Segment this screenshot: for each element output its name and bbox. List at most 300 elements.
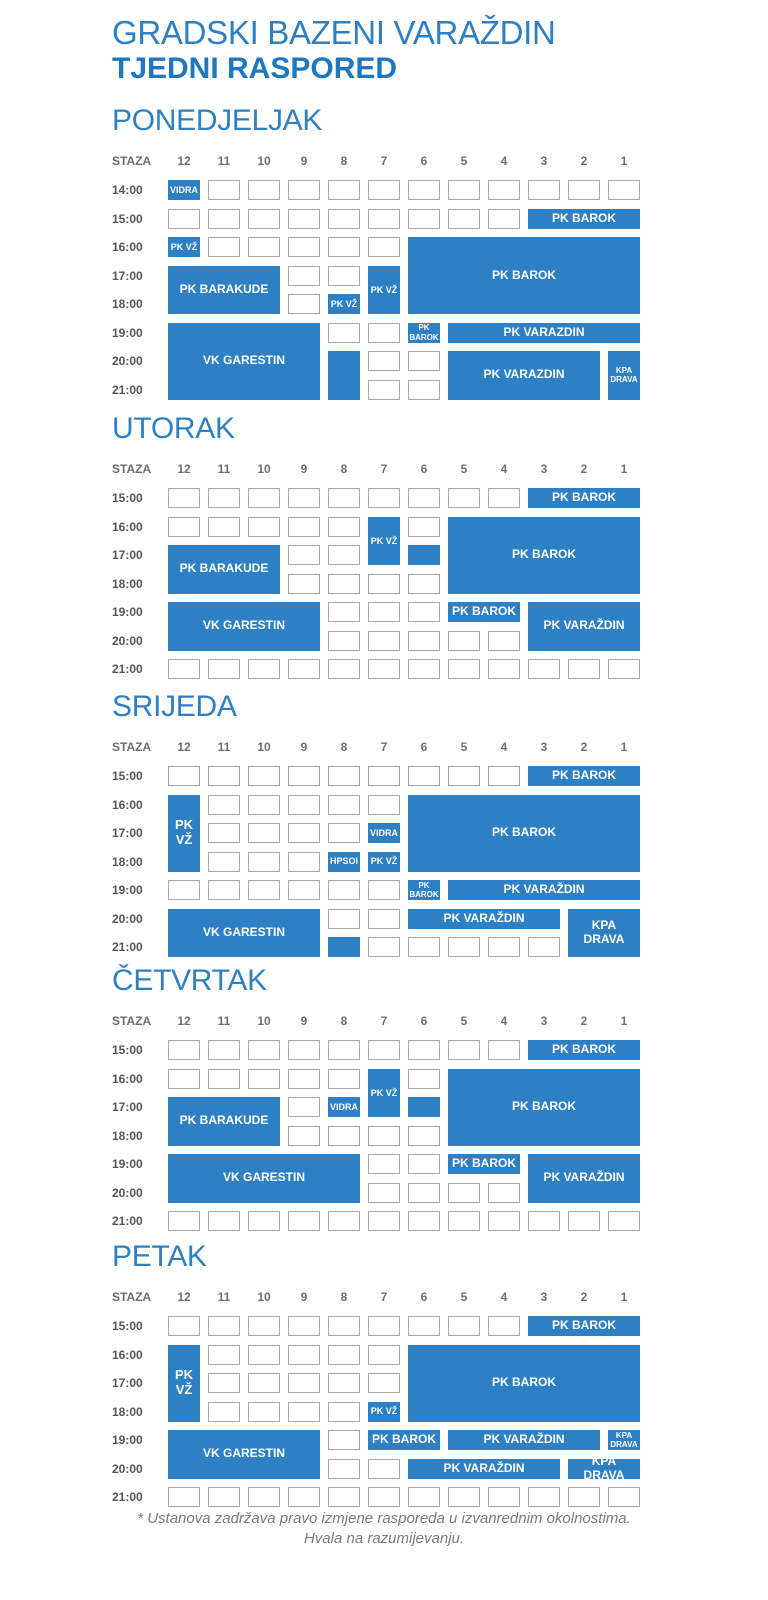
schedule-block	[408, 237, 640, 314]
empty-slot	[488, 1211, 520, 1231]
empty-slot	[208, 209, 240, 229]
empty-slot	[168, 1040, 200, 1060]
time-label: 17:00	[112, 268, 143, 283]
empty-slot	[168, 517, 200, 537]
lane-header: 12	[177, 1290, 191, 1304]
empty-slot	[248, 823, 280, 843]
empty-slot	[248, 880, 280, 900]
lane-header: 7	[380, 1014, 388, 1028]
empty-slot	[408, 937, 440, 957]
staza-label: STAZA	[112, 154, 152, 168]
block-label: PK BAROK	[551, 768, 616, 783]
empty-slot	[448, 1316, 480, 1336]
time-label: 17:00	[112, 826, 143, 840]
day-title: SRIJEDA	[112, 690, 237, 723]
lane-header: 12	[177, 1014, 191, 1028]
staza-label: STAZA	[112, 1014, 152, 1028]
block-label: PK BARAKUDE	[179, 1113, 269, 1128]
block-label: PK BAROK	[511, 1099, 576, 1114]
lane-header: 6	[420, 1290, 428, 1304]
lane-header: 5	[460, 154, 468, 168]
lane-header: 9	[300, 462, 308, 476]
schedule-block	[168, 602, 320, 651]
lane-header: 4	[500, 740, 508, 754]
schedule-block	[408, 795, 640, 872]
empty-slot	[528, 659, 560, 679]
block-label: PK BAROK	[451, 604, 516, 619]
lane-header: 11	[217, 1290, 231, 1304]
empty-slot	[368, 488, 400, 508]
empty-slot	[448, 209, 480, 229]
lane-header: 8	[340, 1290, 348, 1304]
empty-slot	[368, 1183, 400, 1203]
schedule-block	[448, 602, 520, 622]
lane-header: 12	[177, 154, 191, 168]
page-title: GRADSKI BAZENI VARAŽDIN	[112, 14, 556, 51]
empty-slot	[368, 602, 400, 622]
footer-note: * Ustanova zadržava pravo izmjene rasporeda u izvanrednim okolnostima.	[137, 1510, 631, 1527]
lane-header: 3	[540, 1014, 548, 1028]
time-label: 16:00	[112, 797, 143, 812]
time-label: 19:00	[112, 1157, 143, 1171]
empty-slot	[448, 766, 480, 786]
empty-slot	[288, 1487, 320, 1507]
schedule-block	[608, 1430, 640, 1450]
block-label: PK BAROK	[409, 323, 439, 342]
lane-header: 1	[620, 1014, 628, 1028]
lane-header: 10	[257, 462, 271, 476]
empty-slot	[408, 1211, 440, 1231]
block-label: PK VŽ	[370, 856, 398, 867]
block-label: PK BAROK	[491, 267, 556, 282]
empty-slot	[408, 488, 440, 508]
block-label: VIDRA	[330, 1101, 359, 1112]
empty-slot	[608, 180, 640, 200]
schedule-block	[368, 517, 400, 566]
empty-slot	[328, 1373, 360, 1393]
empty-slot	[448, 1487, 480, 1507]
empty-slot	[248, 1040, 280, 1060]
empty-slot	[368, 1373, 400, 1393]
schedule-block	[328, 351, 360, 400]
staza-label: STAZA	[112, 740, 152, 754]
time-label: 21:00	[112, 1490, 143, 1504]
schedule-block	[408, 880, 440, 900]
block-label: HPSOI	[330, 856, 359, 867]
empty-slot	[248, 766, 280, 786]
empty-slot	[208, 1373, 240, 1393]
block-label: KPA DRAVA	[610, 1430, 638, 1449]
empty-slot	[368, 880, 400, 900]
schedule-block	[568, 1453, 640, 1482]
lane-header: 6	[420, 154, 428, 168]
empty-slot	[248, 795, 280, 815]
schedule-block	[448, 517, 640, 594]
block-label: PK BAROK	[551, 490, 616, 505]
schedule-block	[168, 1097, 280, 1146]
lane-header: 11	[217, 740, 231, 754]
schedule-block	[168, 180, 200, 200]
empty-slot	[208, 1316, 240, 1336]
empty-slot	[328, 574, 360, 594]
schedule-block	[528, 766, 640, 786]
day-title: ČETVRTAK	[112, 964, 267, 997]
time-label: 21:00	[112, 662, 143, 676]
schedule-block	[528, 209, 640, 229]
empty-slot	[328, 1069, 360, 1089]
block-label: KPA DRAVA	[583, 917, 625, 946]
block-label: PK VARAŽDIN	[443, 1460, 525, 1475]
schedule-block	[608, 351, 640, 400]
time-label: 20:00	[112, 1461, 143, 1476]
schedule-block	[408, 909, 560, 929]
empty-slot	[408, 517, 440, 537]
empty-slot	[408, 1183, 440, 1203]
empty-slot	[208, 795, 240, 815]
lane-header: 8	[340, 462, 348, 476]
empty-slot	[208, 517, 240, 537]
lane-header: 4	[500, 1290, 508, 1304]
empty-slot	[408, 1154, 440, 1174]
empty-slot	[288, 1069, 320, 1089]
block-label: PK BAROK	[371, 1432, 436, 1447]
empty-slot	[328, 1487, 360, 1507]
empty-slot	[568, 1211, 600, 1231]
schedule-block	[448, 1430, 600, 1450]
empty-slot	[288, 1316, 320, 1336]
empty-slot	[488, 659, 520, 679]
schedule-block	[448, 1154, 520, 1174]
empty-slot	[328, 1040, 360, 1060]
block-label: PK BARAKUDE	[179, 281, 269, 296]
empty-slot	[208, 1345, 240, 1365]
time-label: 19:00	[112, 883, 143, 897]
schedule-block	[368, 266, 400, 315]
empty-slot	[408, 631, 440, 651]
lane-header: 6	[420, 1014, 428, 1028]
empty-slot	[448, 488, 480, 508]
empty-slot	[488, 937, 520, 957]
empty-slot	[328, 237, 360, 257]
empty-slot	[208, 766, 240, 786]
schedule-block	[328, 937, 360, 957]
empty-slot	[608, 1487, 640, 1507]
empty-slot	[448, 1040, 480, 1060]
empty-slot	[488, 488, 520, 508]
lane-header: 8	[340, 1014, 348, 1028]
empty-slot	[248, 1316, 280, 1336]
lane-header: 5	[460, 1290, 468, 1304]
schedule-block	[568, 909, 640, 958]
empty-slot	[288, 795, 320, 815]
block-label: VK GARESTIN	[222, 1170, 305, 1185]
block-label: VIDRA	[370, 827, 399, 838]
lane-header: 10	[257, 1290, 271, 1304]
lane-header: 11	[217, 154, 231, 168]
empty-slot	[368, 1211, 400, 1231]
schedule-block	[528, 1040, 640, 1060]
block-label: VK GARESTIN	[202, 353, 285, 368]
empty-slot	[288, 823, 320, 843]
schedule-block	[528, 1154, 640, 1203]
block-label: PK BARAKUDE	[179, 561, 269, 576]
day-title: UTORAK	[112, 412, 235, 445]
empty-slot	[408, 380, 440, 400]
page-subtitle: TJEDNI RASPORED	[112, 52, 398, 85]
empty-slot	[248, 180, 280, 200]
lane-header: 2	[580, 1290, 588, 1304]
block-label: VIDRA	[170, 184, 199, 195]
empty-slot	[408, 1040, 440, 1060]
empty-slot	[208, 1211, 240, 1231]
empty-slot	[248, 659, 280, 679]
empty-slot	[288, 766, 320, 786]
empty-slot	[208, 488, 240, 508]
empty-slot	[488, 631, 520, 651]
empty-slot	[368, 909, 400, 929]
empty-slot	[248, 488, 280, 508]
schedule-block	[328, 294, 360, 314]
block-label: PK VŽ	[174, 1367, 194, 1397]
empty-slot	[328, 323, 360, 343]
empty-slot	[288, 1345, 320, 1365]
time-label: 17:00	[112, 1376, 143, 1390]
empty-slot	[168, 488, 200, 508]
empty-slot	[328, 631, 360, 651]
schedule-block	[528, 488, 640, 508]
empty-slot	[288, 1373, 320, 1393]
empty-slot	[208, 1069, 240, 1089]
empty-slot	[288, 517, 320, 537]
lane-header: 9	[300, 740, 308, 754]
schedule-block	[168, 1154, 360, 1203]
time-label: 16:00	[112, 1347, 143, 1362]
empty-slot	[368, 631, 400, 651]
empty-slot	[168, 880, 200, 900]
time-label: 21:00	[112, 940, 143, 954]
empty-slot	[568, 659, 600, 679]
time-label: 19:00	[112, 1433, 143, 1447]
time-label: 19:00	[112, 325, 143, 340]
schedule-block	[448, 351, 600, 400]
block-label: PK VŽ	[370, 284, 398, 295]
empty-slot	[368, 380, 400, 400]
empty-slot	[408, 659, 440, 679]
lane-header: 9	[300, 154, 308, 168]
empty-slot	[288, 1040, 320, 1060]
schedule-block	[528, 602, 640, 651]
time-label: 16:00	[112, 240, 143, 254]
schedule-block	[448, 1069, 640, 1146]
time-label: 18:00	[112, 1128, 143, 1143]
empty-slot	[368, 351, 400, 371]
staza-label: STAZA	[112, 1290, 152, 1304]
block-label: PK BAROK	[491, 825, 556, 840]
empty-slot	[368, 574, 400, 594]
empty-slot	[248, 1402, 280, 1422]
empty-slot	[168, 1487, 200, 1507]
empty-slot	[208, 1040, 240, 1060]
empty-slot	[368, 1487, 400, 1507]
empty-slot	[328, 1402, 360, 1422]
empty-slot	[448, 1183, 480, 1203]
time-label: 20:00	[112, 911, 143, 926]
lane-header: 5	[460, 462, 468, 476]
empty-slot	[328, 1126, 360, 1146]
time-label: 20:00	[112, 1185, 143, 1200]
empty-slot	[248, 852, 280, 872]
empty-slot	[288, 488, 320, 508]
empty-slot	[208, 880, 240, 900]
schedule-block	[368, 1430, 440, 1450]
empty-slot	[408, 1487, 440, 1507]
block-label: PK BAROK	[451, 1156, 516, 1171]
empty-slot	[288, 1402, 320, 1422]
day-title: PONEDJELJAK	[112, 104, 323, 137]
lane-header: 7	[380, 154, 388, 168]
schedule-block	[408, 323, 440, 343]
empty-slot	[408, 1069, 440, 1089]
lane-header: 7	[380, 462, 388, 476]
block-label: VK GARESTIN	[202, 618, 285, 633]
empty-slot	[288, 180, 320, 200]
empty-slot	[608, 1211, 640, 1231]
time-label: 17:00	[112, 1100, 143, 1114]
lane-header: 5	[460, 740, 468, 754]
block-label: PK VARAŽDIN	[543, 1170, 625, 1185]
empty-slot	[368, 323, 400, 343]
block-label: VK GARESTIN	[202, 924, 285, 939]
empty-slot	[408, 1126, 440, 1146]
lane-header: 12	[177, 740, 191, 754]
lane-header: 2	[580, 154, 588, 168]
block-label: PK VARAŽDIN	[543, 618, 625, 633]
empty-slot	[368, 659, 400, 679]
time-label: 15:00	[112, 1319, 143, 1333]
empty-slot	[368, 766, 400, 786]
empty-slot	[288, 659, 320, 679]
footer-thanks: Hvala na razumijevanju.	[303, 1530, 465, 1547]
empty-slot	[488, 766, 520, 786]
empty-slot	[488, 180, 520, 200]
block-label: PK BAROK	[551, 1318, 616, 1333]
schedule-block	[168, 909, 320, 958]
empty-slot	[168, 209, 200, 229]
block-label: PK VARAŽDIN	[503, 882, 585, 897]
empty-slot	[408, 766, 440, 786]
lane-header: 1	[620, 462, 628, 476]
empty-slot	[168, 1316, 200, 1336]
lane-header: 2	[580, 1014, 588, 1028]
block-label: PK BAROK	[551, 210, 616, 225]
time-label: 18:00	[112, 854, 143, 869]
empty-slot	[328, 545, 360, 565]
lane-header: 11	[217, 1014, 231, 1028]
empty-slot	[288, 266, 320, 286]
empty-slot	[328, 266, 360, 286]
empty-slot	[368, 180, 400, 200]
empty-slot	[568, 1487, 600, 1507]
empty-slot	[328, 517, 360, 537]
lane-header: 4	[500, 1014, 508, 1028]
empty-slot	[328, 795, 360, 815]
empty-slot	[288, 545, 320, 565]
schedule-block	[168, 545, 280, 594]
lane-header: 1	[620, 1290, 628, 1304]
time-label: 17:00	[112, 548, 143, 562]
lane-header: 10	[257, 740, 271, 754]
schedule-block	[408, 545, 440, 565]
time-label: 15:00	[112, 769, 143, 783]
lane-header: 4	[500, 154, 508, 168]
empty-slot	[328, 659, 360, 679]
schedule-block	[368, 1402, 400, 1422]
empty-slot	[488, 1487, 520, 1507]
lane-header: 4	[500, 462, 508, 476]
lane-header: 9	[300, 1290, 308, 1304]
time-label: 16:00	[112, 1071, 143, 1086]
time-label: 15:00	[112, 1043, 143, 1057]
time-label: 14:00	[112, 183, 143, 197]
empty-slot	[328, 766, 360, 786]
empty-slot	[408, 209, 440, 229]
empty-slot	[408, 574, 440, 594]
block-label: PK BAROK	[551, 1042, 616, 1057]
block-label: PK VŽ	[370, 1087, 398, 1098]
empty-slot	[488, 209, 520, 229]
schedule-block	[168, 323, 320, 400]
time-label: 18:00	[112, 576, 143, 591]
time-label: 20:00	[112, 633, 143, 648]
empty-slot	[248, 1345, 280, 1365]
schedule-block	[408, 1345, 640, 1422]
block-label: PK VŽ	[170, 241, 198, 252]
empty-slot	[408, 602, 440, 622]
empty-slot	[328, 1430, 360, 1450]
lane-header: 9	[300, 1014, 308, 1028]
schedule-block	[408, 1459, 560, 1479]
empty-slot	[248, 1211, 280, 1231]
time-label: 19:00	[112, 605, 143, 619]
block-label: PK VŽ	[330, 298, 358, 309]
empty-slot	[248, 517, 280, 537]
empty-slot	[328, 1316, 360, 1336]
block-label: KPA DRAVA	[610, 366, 638, 385]
empty-slot	[328, 880, 360, 900]
schedule-block	[448, 323, 640, 343]
schedule-block	[408, 1097, 440, 1117]
lane-header: 12	[177, 462, 191, 476]
time-label: 21:00	[112, 1214, 143, 1228]
empty-slot	[288, 209, 320, 229]
time-label: 15:00	[112, 491, 143, 505]
empty-slot	[448, 937, 480, 957]
lane-header: 6	[420, 740, 428, 754]
empty-slot	[528, 937, 560, 957]
empty-slot	[248, 1373, 280, 1393]
empty-slot	[168, 766, 200, 786]
lane-header: 3	[540, 154, 548, 168]
empty-slot	[208, 237, 240, 257]
empty-slot	[528, 1211, 560, 1231]
lane-header: 7	[380, 740, 388, 754]
schedule-block	[328, 1097, 360, 1117]
empty-slot	[368, 237, 400, 257]
empty-slot	[328, 1459, 360, 1479]
schedule-block	[328, 852, 360, 872]
lane-header: 8	[340, 154, 348, 168]
schedule-block	[368, 852, 400, 872]
